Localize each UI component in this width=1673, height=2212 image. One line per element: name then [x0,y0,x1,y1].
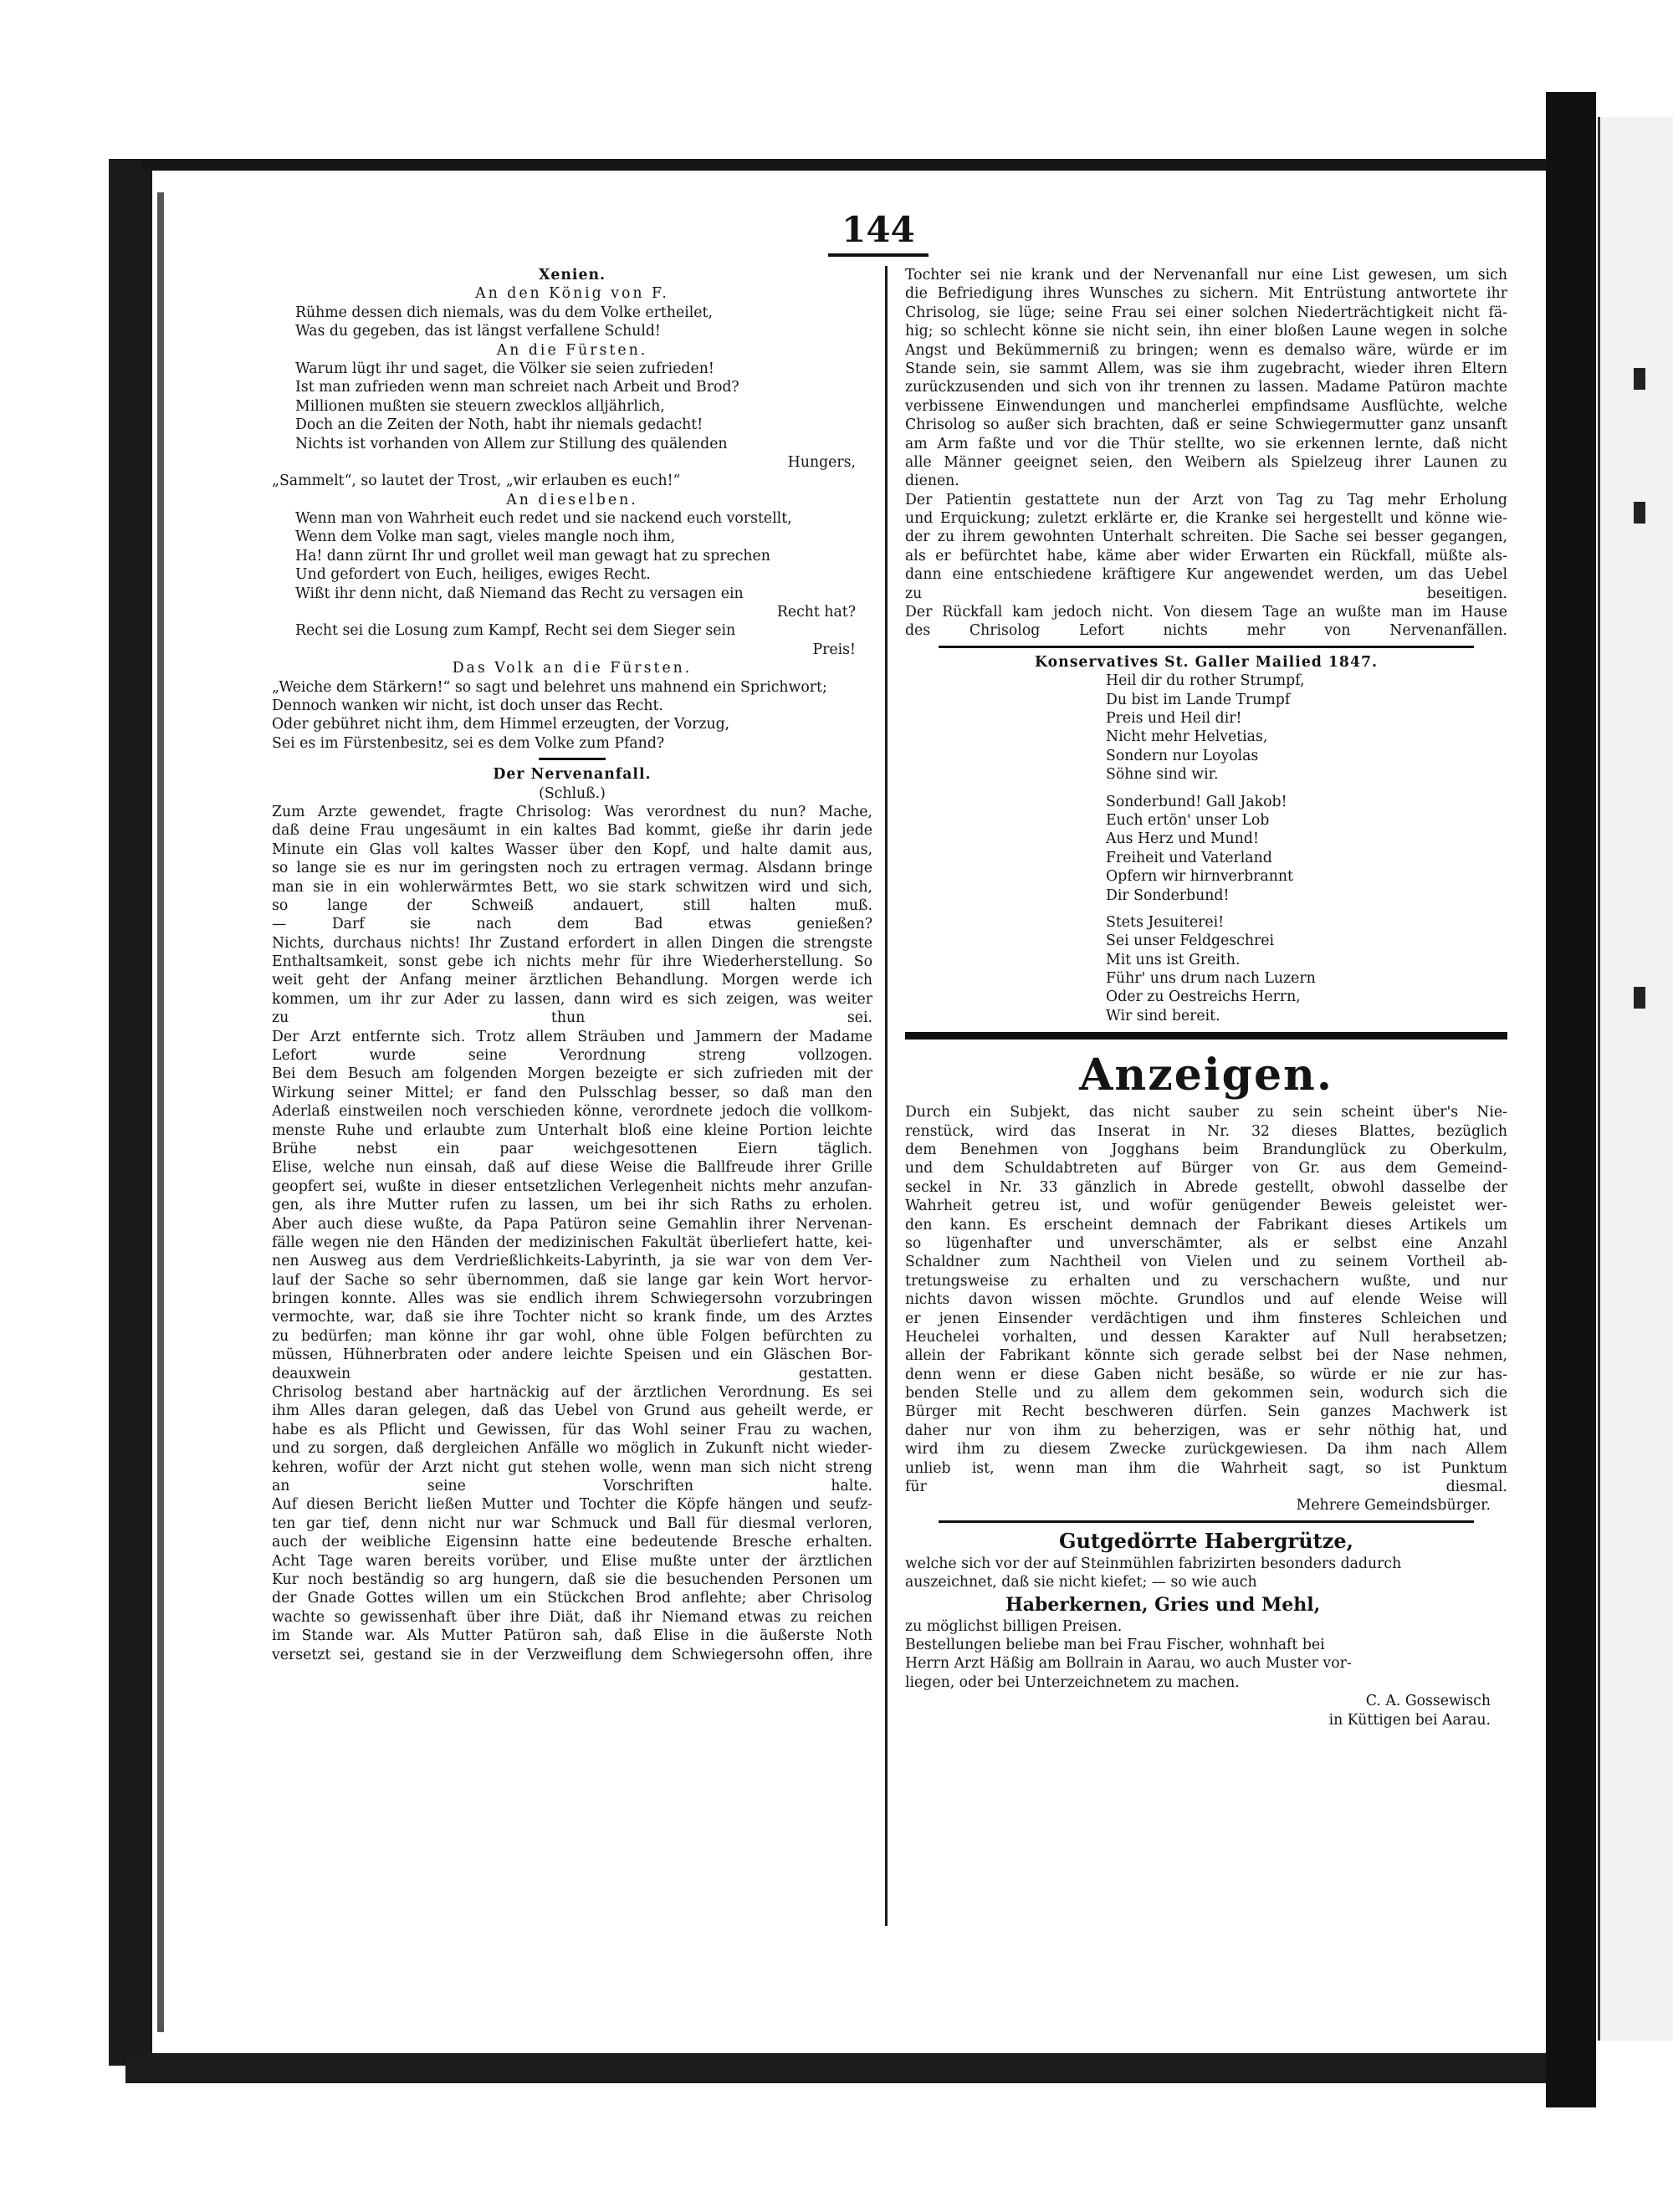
text-line: Millionen mußten sie steuern zwecklos alljährlich, [295,397,665,415]
text-line: zurückzusenden und sich von ihr trennen zu lassen. Madame Patüron machte [905,379,1507,396]
story-subtitle: (Schluß.) [539,784,606,802]
text-line: menste Ruhe und erlaubte zum Unterhalt bloß eine kleine Portion leichte [272,1121,872,1139]
story-text [272,803,872,1664]
text-line: ten gar tief, denn nicht nur war Schmuck und Ball für diesmal verloren, [272,1515,872,1532]
text-line: Der Arzt entfernte sich. Trotz allem Sträuben und Jammern der Madame [272,1028,872,1045]
stanza-gap [905,905,1507,913]
text-line: Doch an die Zeiten der Noth, habt ihr niemals gedacht! [295,416,703,434]
text-line: Der Rückfall kam jedoch nicht. Von diesem Tage an wußte man im Hause [905,604,1507,621]
text-line: daher nur von ihm zu beherzigen, was er sehr nöthig hat, und [905,1422,1507,1439]
mailied-stanza [905,793,1507,905]
text-line: Brühe nebst ein paar weichgesottenen Eiern täglich. [272,1140,872,1157]
text-line: unlieb ist, wenn man ihm die Wahrheit sagt, so ist Punktum [905,1459,1507,1477]
story-title: Der Nervenanfall. [493,766,652,784]
text-line: Dennoch wanken wir nicht, ist doch unser das Recht. [272,697,663,714]
text-line: als er befürchtet habe, käme aber wider Erwarten ein Rückfall, müßte als- [905,547,1507,564]
page-left-inner-edge [157,192,164,2032]
text-line: Enthaltsamkeit, sonst gebe ich nichts mehr für ihre Wiederherstellung. So [272,953,872,971]
poem-lines [272,509,872,603]
text-line: seckel in Nr. 33 gänzlich in Abrede gestellt, obwohl dasselbe der [905,1178,1507,1196]
text-line: zu beseitigen. [905,585,1507,602]
text-line: im Stande war. Als Mutter Patüron sah, daß Elise in die äußerste Noth [272,1627,872,1645]
poem-line: Recht sei die Losung zum Kampf, Recht sei dem Sieger sein [295,622,736,640]
text-line: wird ihm zu diesem Zwecke zurückgewiesen. Da ihm nach Allem [905,1441,1507,1458]
page-right-border [1546,92,1596,2107]
text-line: kehren, wofür der Arzt nicht gut stehen wolle, wenn man sich nicht streng [272,1458,872,1476]
text-line: er jenen Einsender verdächtigen und ihm finsteres Schleichen und [905,1310,1507,1327]
poem-title: An dieselben. [506,491,638,508]
text-line: des Chrisolog Lefort nichts mehr von Nervenanfällen. [905,622,1507,640]
text-line: Mit uns ist Greith. [1106,951,1241,968]
text-line: Stets Jesuiterei! [1106,913,1225,931]
text-line: Wahrheit getreu ist, und wofür genügender Beweis geleistet wer- [905,1198,1507,1215]
text-line: nichts davon wissen möchte. Grundlos und auf elende Weise will [905,1291,1507,1309]
anzeigen-heading: Anzeigen. [1079,1050,1333,1101]
adjacent-page-mark [1634,987,1645,1009]
text-line: Sondern nur Loyolas [1106,747,1259,764]
text-line: Wirkung seiner Mittel; er fand den Pulsschlag besser, so daß man den [272,1084,872,1101]
section-rule [939,646,1474,648]
poem-title: An den König von F. [475,285,669,303]
text-line: Was du gegeben, das ist längst verfallene Schuld! [295,323,661,340]
ad-title: Gutgedörrte Habergrütze, [1058,1528,1353,1553]
text-line: Wißt ihr denn nicht, daß Niemand das Recht zu versagen ein [295,585,744,602]
text-line: Schaldner zum Nachtheil von Vielen und zu seinem Vortheil ab- [905,1254,1507,1271]
text-line: Sei unser Feldgeschrei [1106,932,1275,950]
text-line: benden Stelle und zu allem dem gekommen sein, wodurch sich die [905,1385,1507,1402]
poem-lines [272,678,872,754]
text-line: renstück, wird das Inserat in Nr. 32 dieses Blattes, bezüglich [905,1122,1507,1140]
text-line: Chrisolog, sie lüge; seine Frau sei einer solchen Niederträchtigkeit nicht fä- [905,304,1507,321]
text-line: Preis und Heil dir! [1106,709,1242,727]
text-line: Oder zu Oestreichs Herrn, [1106,989,1301,1006]
text-line: Acht Tage waren bereits vorüber, und Elise mußte unter der ärztlichen [272,1552,872,1570]
text-line: vermochte, war, daß sie ihre Tochter nicht so krank finde, um des Arztes [272,1309,872,1326]
text-line: ihm Alles daran gelegen, daß das Uebel von Grund aus geheilt werde, er [272,1402,872,1420]
text-line: müssen, Hühnerbraten oder andere leichte Speisen und ein Gläschen Bor- [272,1346,872,1364]
text-line: auch der weibliche Eigensinn hatte eine bedeutende Bresche erhalten. [272,1534,872,1551]
text-line: bringen konnte. Alles was sie endlich ihrem Schwiegersohn vorzubringen [272,1290,872,1308]
text-line: Söhne sind wir. [1106,766,1219,784]
text-line: man sie in ein wohlerwärmtes Bett, wo sie stark schwitzen wird und sich, [272,878,872,896]
ad-signature: in Küttigen bei Aarau. [1328,1711,1491,1729]
poem-lines [272,360,872,453]
text-line: Bei dem Besuch am folgenden Morgen bezeigte er sich zufrieden mit der [272,1065,872,1083]
text-line: Aus Herz und Mund! [1106,830,1259,848]
text-line: Ha! dann zürnt Ihr und grollet weil man gewagt hat zu sprechen [295,547,770,564]
poem-title: An die Fürsten. [496,341,648,359]
text-line: Du bist im Lande Trumpf [1106,691,1291,708]
text-line: Aber auch diese wußte, da Papa Patüron seine Gemahlin ihrer Nervenan- [272,1215,872,1233]
text-line: geopfert sei, wußte in dieser entsetzlichen Verlegenheit nichts mehr anzufan- [272,1178,872,1195]
text-line: Nichts ist vorhanden von Allem zur Stillung des quälenden [295,435,728,452]
text-line: und Erquickung; zuletzt erklärte er, die Kranke sei hergestellt und könne wie- [905,510,1507,528]
text-line: Wir sind bereit. [1106,1007,1220,1024]
text-line: gen, als ihre Mutter rufen zu lassen, um bei ihr sich Raths zu erholen. [272,1197,872,1214]
story-continuation [905,266,1507,641]
text-line: „Weiche dem Stärkern!“ so sagt und belehret uns mahnend ein Sprichwort; [272,678,827,696]
text-line: Elise, welche nun einsah, daß auf diese Weise die Ballfreude ihrer Grille [272,1159,872,1177]
text-line: kommen, um ihr zur Ader zu lassen, dann wird es sich zeigen, was weiter [272,990,872,1008]
mailied-stanza [905,672,1507,784]
text-line: Dir Sonderbund! [1106,886,1230,904]
ad-text [905,1555,1507,1592]
text-line: Ist man zufrieden wenn man schreiet nach Arbeit und Brod? [295,379,739,396]
section-rule [539,758,606,760]
text-line: Sei es im Fürstenbesitz, sei es dem Volke zum Pfand? [272,734,665,752]
text-line: die Befriedigung ihres Wunsches zu sichern. Mit Entrüstung antwortete ihr [905,285,1507,303]
text-line: den kann. Es erscheint demnach der Fabrikant dieses Artikels um [905,1216,1507,1234]
ad-text [905,1617,1507,1693]
text-line: Und gefordert von Euch, heiliges, ewiges Recht. [295,566,651,584]
text-line: Kur noch beständig so arg hungern, daß sie die besuchenden Personen um [272,1571,872,1588]
text-line: und zu sorgen, daß dergleichen Anfälle wo möglich in Zukunft nicht wieder- [272,1440,872,1458]
text-line: Führ' uns drum nach Luzern [1106,970,1316,988]
text-line: zu bedürfen; man könne ihr gar wohl, ohne üble Folgen befürchten zu [272,1327,872,1345]
text-line: Nicht mehr Helvetias, [1106,728,1268,746]
text-line: so lange der Schweiß andauert, still halten muß. [272,897,872,914]
text-line: dem Benehmen von Jogghans beim Brandunglück zu Oberkulm, [905,1142,1507,1159]
text-line: der Gnade Gottes willen um ein Stückchen Brod anflehte; aber Chrisolog [272,1590,872,1607]
ad-signature: C. A. Gossewisch [1365,1693,1491,1710]
text-line: lauf der Sache so sehr übernommen, daß sie lange gar kein Wort hervor- [272,1271,872,1289]
text-line: hig; so schlecht könne sie nicht sein, ihn einer bloßen Laune wegen in solche [905,323,1507,340]
adjacent-page-strip [1598,117,1673,2041]
text-line: für diesmal. [905,1479,1507,1496]
text-line: Zum Arzte gewendet, fragte Chrisolog: Was verordnest du nun? Mache, [272,803,872,820]
text-line: Warum lügt ihr und saget, die Völker sie seien zufrieden! [295,360,714,377]
text-line: Lefort wurde seine Verordnung streng vollzogen. [272,1047,872,1065]
text-line: versetzt sei, gestand sie in der Verzweiflung dem Schwiegersohn offen, ihre [272,1646,872,1663]
right-column [905,266,1507,1939]
page-number: 144 [828,209,929,257]
text-line: Freiheit und Vaterland [1106,849,1272,866]
text-line: wachte so gewissenhaft über ihre Diät, daß ihr Niemand etwas zu reichen [272,1608,872,1626]
text-line: an seine Vorschriften halte. [272,1478,872,1494]
page-top-border [142,159,1564,171]
text-line: Euch ertön' unser Lob [1106,811,1270,829]
text-line: alle Männer geeignet seien, den Weibern als Spielzeug ihrer Launen zu [905,453,1507,471]
text-line: Herrn Arzt Häßig am Bollrain in Aarau, wo auch Muster vor- [905,1655,1352,1673]
ad-rule [939,1520,1474,1523]
text-line: der zu ihrem gewohnten Unterhalt schreiten. Die Sache sei besser gegangen, [905,529,1507,546]
text-line: am Arm faßte und vor die Thür stellte, wo sie erkennen lernte, daß nicht [905,435,1507,452]
stanza-gap [905,784,1507,793]
text-line: Angst und Bekümmerniß zu bringen; wenn es demalso wäre, würde er im [905,341,1507,359]
text-line: dienen. [905,473,959,490]
text-line: und dem Schuldabtreten auf Bürger von Gr. aus dem Gemeind- [905,1160,1507,1178]
text-line: auszeichnet, daß sie nicht kiefet; — so wie auch [905,1574,1257,1591]
text-line: fälle wegen nie den Händen der medizinischen Fakultät überliefert hatte, kei- [272,1234,872,1251]
poem-line: „Sammelt“, so lautet der Trost, „wir erlauben es euch!“ [272,473,681,490]
poem-title: Das Volk an die Fürsten. [452,660,693,677]
poem-lines [272,304,872,341]
text-line: Heil dir du rother Strumpf, [1106,672,1305,690]
text-line: Nichts, durchaus nichts! Ihr Zustand erfordert in allen Dingen die strengste [272,934,872,952]
ad-signature: Mehrere Gemeindsbürger. [1296,1497,1491,1515]
text-line: deauxwein gestatten. [272,1365,872,1382]
page-bottom-border [125,2053,1564,2083]
text-line: Heuchelei vorhalten, und dessen Karakter auf Null herabsetzen; [905,1328,1507,1346]
text-line: so lügenhafter und unverschämter, als er selbst eine Anzahl [905,1234,1507,1252]
text-line: Oder gebühret nicht ihm, dem Himmel erzeugten, der Vorzug, [272,716,730,733]
text-line: Opfern wir hirnverbrannt [1106,868,1293,886]
text-line: Bürger mit Recht beschweren dürfen. Sein ganzes Machwerk ist [905,1403,1507,1421]
text-line: Durch ein Subjekt, das nicht sauber zu sein scheint über's Nie- [905,1104,1507,1121]
text-line: Bestellungen beliebe man bei Frau Fischer, wohnhaft bei [905,1637,1325,1653]
text-line: Chrisolog bestand aber hartnäckig auf der ärztlichen Verordnung. Es sei [272,1384,872,1402]
text-line: Wenn dem Volke man sagt, vieles mangle noch ihm, [295,529,676,546]
section-rule-thick [905,1032,1507,1040]
text-line: Sonderbund! Gall Jakob! [1106,793,1287,810]
text-line: daß deine Frau ungesäumt in ein kaltes Bad kommt, gieße ihr darin jede [272,822,872,840]
text-line: Rühme dessen dich niemals, was du dem Volke ertheilet, [295,304,713,321]
text-line: Tochter sei nie krank und der Nervenanfall nur eine List gewesen, um sich [905,267,1507,284]
poem-line-wrap: Recht hat? [776,604,856,621]
ad-subtitle: Haberkernen, Gries und Mehl, [1005,1593,1321,1616]
mailied-title: Konservatives St. Galler Mailied 1847. [1034,653,1379,671]
text-line: Der Patientin gestattete nun der Arzt von Tag zu Tag mehr Erholung [905,491,1507,508]
page-left-edge [109,159,152,2066]
text-line: nen Ausweg aus dem Verdrießlichkeits-Labyrinth, ja sie war von dem Ver- [272,1253,872,1270]
adjacent-page-mark [1634,502,1645,524]
xenien-title: Xenien. [538,267,606,284]
ad-text [905,1103,1507,1496]
text-line: tretungsweise zu erhalten und zu verschachern wußte, und nur [905,1272,1507,1290]
text-line: Auf diesen Bericht ließen Mutter und Tochter die Köpfe hängen und seufz- [272,1496,872,1514]
text-line: habe es als Pflicht und Gewissen, für das Wohl seiner Frau zu wachen, [272,1421,872,1438]
text-line: denn wenn er diese Gaben nicht besäße, so würde er nie zur has- [905,1366,1507,1383]
text-line: liegen, oder bei Unterzeichnetem zu machen. [905,1673,1240,1691]
text-line: zu möglichst billigen Preisen. [905,1617,1123,1635]
text-line: — Darf sie nach dem Bad etwas genießen? [272,916,872,933]
left-column [272,266,872,1905]
text-line: Stande sein, sie sammt Allem, was sie ihm zugebracht, wieder ihren Eltern [905,360,1507,377]
text-line: Wenn man von Wahrheit euch redet und sie nackend euch vorstellt, [295,510,792,528]
text-line: dann eine entschiedene kräftigere Kur angewendet werden, um das Uebel [905,566,1507,584]
text-line: verbissene Einwendungen und mancherlei empfindsame Ausflüchte, welche [905,397,1507,415]
adjacent-page-mark [1634,368,1645,390]
text-line: weit geht der Anfang meiner ärztlichen Behandlung. Morgen werde ich [272,972,872,989]
poem-line-wrap: Preis! [812,641,856,658]
text-line: allein der Fabrikant könnte sich gerade selbst bei der Nase nehmen, [905,1347,1507,1365]
text-line: Chrisolog so außer sich brachten, daß er seine Schwiegermutter ganz unsanft [905,416,1507,434]
text-line: Aderlaß einstweilen noch verschieden könne, verordnete jedoch die vollkom- [272,1103,872,1121]
poem-line-wrap: Hungers, [787,453,856,471]
text-line: welche sich vor der auf Steinmühlen fabrizirten besonders dadurch [905,1555,1402,1572]
text-line: zu thun sei. [272,1009,872,1027]
mailied-stanza [905,913,1507,1025]
text-line: so lange sie es nur im geringsten noch zu ertragen vermag. Alsdann bringe [272,860,872,877]
text-line: Minute ein Glas voll kaltes Wasser über den Kopf, und halte damit aus, [272,840,872,858]
column-divider [885,266,888,1926]
